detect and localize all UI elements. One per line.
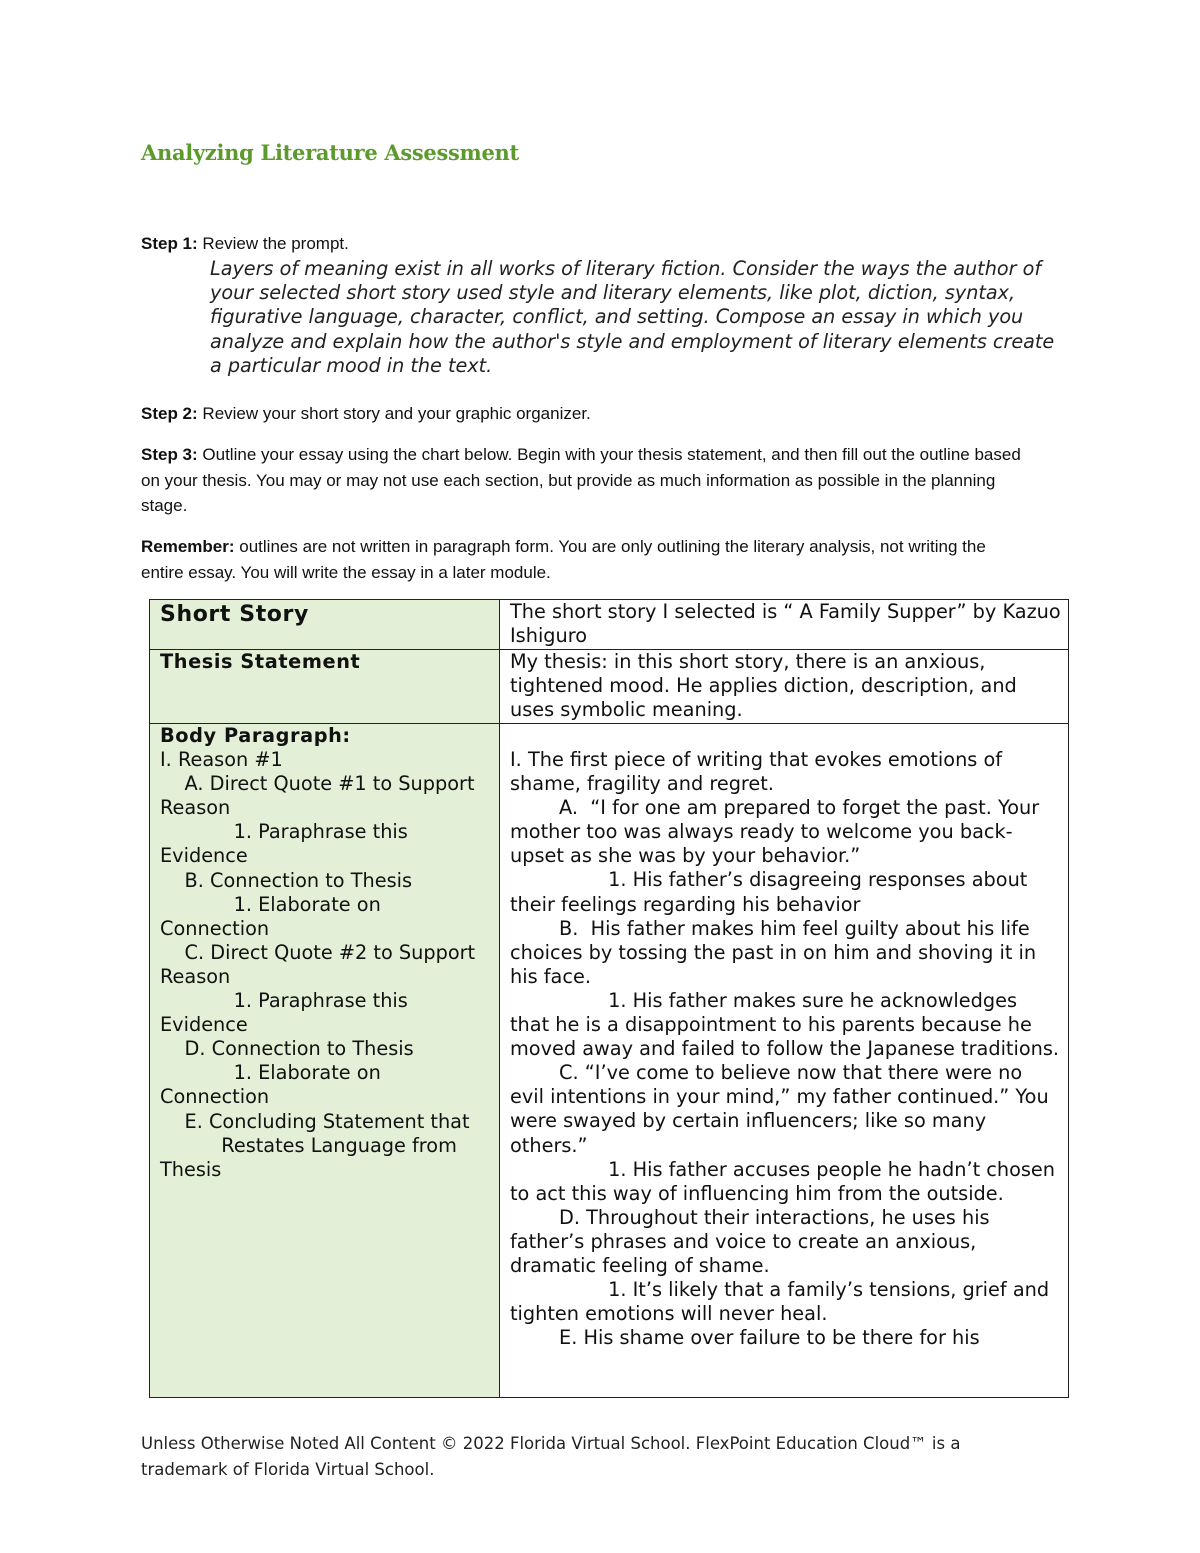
outline-item: A. Direct Quote #1 to Support Reason [160,772,481,820]
short-story-answer-cell [500,600,1069,650]
remember-note [141,534,1021,585]
body-paragraph-heading: Body Paragraph: [160,724,351,747]
answer-item: 1. His father accuses people he hadn’t chosen to act this way of influencing him from the outside. [510,1157,1062,1205]
page-title: Analyzing Literature Assessment [141,140,519,165]
table-row-body-paragraph [150,724,1069,1398]
outline-item: 1. Elaborate on Connection [160,1061,387,1109]
thesis-answer: My thesis: in this short story, there is an anxious, tightened mood. He applies diction, description, and uses symbolic meaning. [510,650,1017,722]
outline-item: 1. Paraphrase this Evidence [160,989,414,1037]
step-3 [141,442,1021,519]
step-2-text: Review your short story and your graphic organizer. [197,404,591,423]
short-story-answer: The short story I selected is “ A Family Supper” by Kazuo Ishiguro [510,600,1061,648]
answer-item: I. The first piece of writing that evokes emotions of shame, fragility and regret. [510,748,1009,796]
short-story-header-cell [150,600,500,650]
answer-item: A. “I for one am prepared to forget the past. Your mother too was always ready to welcome you back- upset as she was by your behavior.” [510,796,1046,868]
thesis-answer-cell [500,650,1069,724]
answer-item: 1. It’s likely that a family’s tensions, grief and tighten emotions will never heal. [510,1278,1056,1326]
table-row-short-story [150,600,1069,650]
short-story-header: Short Story [160,602,309,627]
remember-label: Remember: [141,537,235,556]
outline-item: 1. Paraphrase this Evidence [160,820,414,868]
outline-item: 1. Elaborate on Connection [160,892,387,940]
answer-item: B. His father makes him feel guilty about his life choices by tossing the past in on him and shoving it in his face. [510,916,1043,988]
outline-item: B. Connection to Thesis [160,868,413,892]
outline-item: D. Connection to Thesis [160,1037,414,1061]
answer-item: D. Throughout their interactions, he uses his father’s phrases and voice to create an anxious, dramatic feeling of shame. [510,1205,996,1277]
step-1-label: Step 1: [141,234,198,253]
outline-item: C. Direct Quote #2 to Support Reason [160,940,482,988]
body-paragraph-header-cell [150,724,500,1398]
step-3-label: Step 3: [141,445,198,464]
thesis-header: Thesis Statement [160,650,361,673]
outline-table [149,599,1069,1398]
body-paragraph-answer-cell [500,724,1069,1398]
step-1-text: Review the prompt. [197,234,349,253]
step-1 [141,231,1021,257]
remember-text: outlines are not written in paragraph form. You are only outlining the literary analysis, not writing the entire essay. You will write the essay in a later module. [141,537,986,582]
thesis-header-cell [150,650,500,724]
answer-item: E. His shame over failure to be there for his [510,1326,980,1350]
table-row-thesis [150,650,1069,724]
step-2-label: Step 2: [141,404,198,423]
step-3-text: Outline your essay using the chart below. Begin with your thesis statement, and then fill out the outline based on your thesis. You may or may not use each section, but provide as much information as possible in the planning stage. [141,445,1021,515]
answer-item: 1. His father’s disagreeing responses about their feelings regarding his behavior [510,868,1034,916]
essay-prompt: Layers of meaning exist in all works of literary fiction. Consider the ways the author of your selected short story used style and literary elements, like plot, diction, syntax, figurative language, character, conflict, and setting. Compose an essay in which you analyze and explain how the author's style and employment of literary elements create a particular mood in the text. [210,257,1055,377]
answer-item: 1. His father makes sure he acknowledges that he is a disappointment to his parents because he moved away and failed to follow the Japanese traditions. [510,988,1060,1061]
outline-item: E. Concluding Statement that Restates Language from Thesis [160,1109,470,1181]
copyright-footer: Unless Otherwise Noted All Content © 2022 Florida Virtual School. FlexPoint Education Cloud™ is a trademark of Florida Virtual School. [141,1434,961,1479]
step-2 [141,401,1021,427]
outline-item: I. Reason #1 [160,748,283,772]
answer-item: C. “I’ve come to believe now that there were no evil intentions in your mind,” my father continued.” You were swayed by certain influencers; like so many others.” [510,1061,1055,1157]
